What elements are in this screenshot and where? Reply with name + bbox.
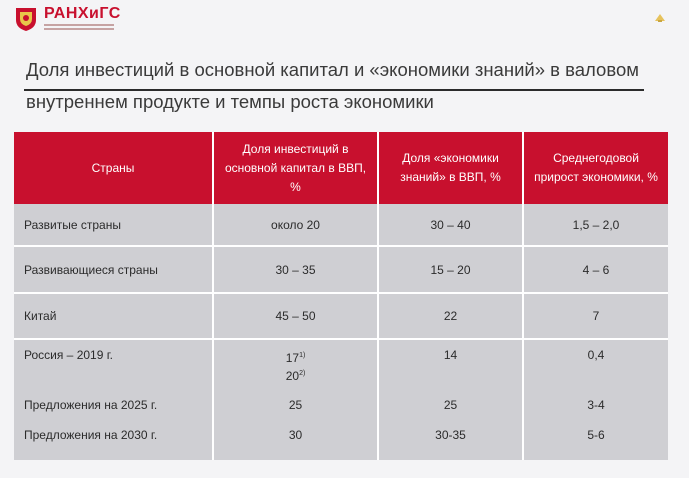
cell-knowledge: 30 – 40 — [379, 204, 524, 247]
cell-investment: около 20 — [214, 204, 379, 247]
cell-investment: 45 – 50 — [214, 294, 379, 340]
table-row — [14, 247, 668, 294]
cell-growth: 1,5 – 2,0 — [524, 204, 668, 247]
cell-knowledge: 14 — [379, 340, 524, 390]
cell-country: Предложения на 2025 г. — [14, 390, 214, 420]
cell-knowledge: 22 — [379, 294, 524, 340]
table-row — [14, 340, 668, 390]
lamp-icon — [653, 12, 667, 22]
cell-investment: 30 – 35 — [214, 247, 379, 294]
table-row — [14, 204, 668, 247]
cell-growth: 5-6 — [524, 420, 668, 460]
cell-growth: 7 — [524, 294, 668, 340]
cell-knowledge: 25 — [379, 390, 524, 420]
table-row — [14, 390, 668, 420]
header-knowledge-economy-share: Доля «экономики знаний» в ВВП, % — [379, 132, 524, 204]
title-line-1: Доля инвестиций в основной капитал и «экономики знаний» в валовом — [26, 59, 639, 80]
cell-country: Предложения на 2030 г. — [14, 420, 214, 460]
logo-subtitle-lines — [44, 24, 114, 30]
page-title — [26, 54, 666, 118]
table-row — [14, 294, 668, 340]
cell-knowledge: 15 – 20 — [379, 247, 524, 294]
cell-country: Россия – 2019 г. — [14, 340, 214, 390]
cell-growth: 4 – 6 — [524, 247, 668, 294]
header-countries: Страны — [14, 132, 214, 204]
header-annual-growth: Среднегодовой прирост экономики, % — [524, 132, 668, 204]
table-header-row — [14, 132, 668, 204]
table-row — [14, 420, 668, 460]
logo — [14, 6, 121, 32]
logo-name: РАНХиГС — [44, 5, 121, 22]
cell-investment: 30 — [214, 420, 379, 460]
header-investment-share: Доля инвестиций в основной капитал в ВВП, % — [214, 132, 379, 204]
investment-value-2: 20 — [285, 369, 300, 383]
data-table — [14, 132, 668, 460]
crest-icon — [14, 6, 38, 32]
title-divider — [24, 89, 644, 91]
cell-country: Китай — [14, 294, 214, 340]
cell-investment — [214, 340, 379, 390]
cell-country: Развитые страны — [14, 204, 214, 247]
investment-value-1: 17 — [285, 351, 300, 365]
cell-growth: 3-4 — [524, 390, 668, 420]
cell-knowledge: 30-35 — [379, 420, 524, 460]
cell-growth: 0,4 — [524, 340, 668, 390]
footnote-1: 1) — [299, 352, 306, 359]
footnote-2: 2) — [299, 370, 306, 377]
cell-investment: 25 — [214, 390, 379, 420]
cell-country: Развивающиеся страны — [14, 247, 214, 294]
title-line-2: внутреннем продукте и темпы роста экономики — [26, 91, 434, 112]
